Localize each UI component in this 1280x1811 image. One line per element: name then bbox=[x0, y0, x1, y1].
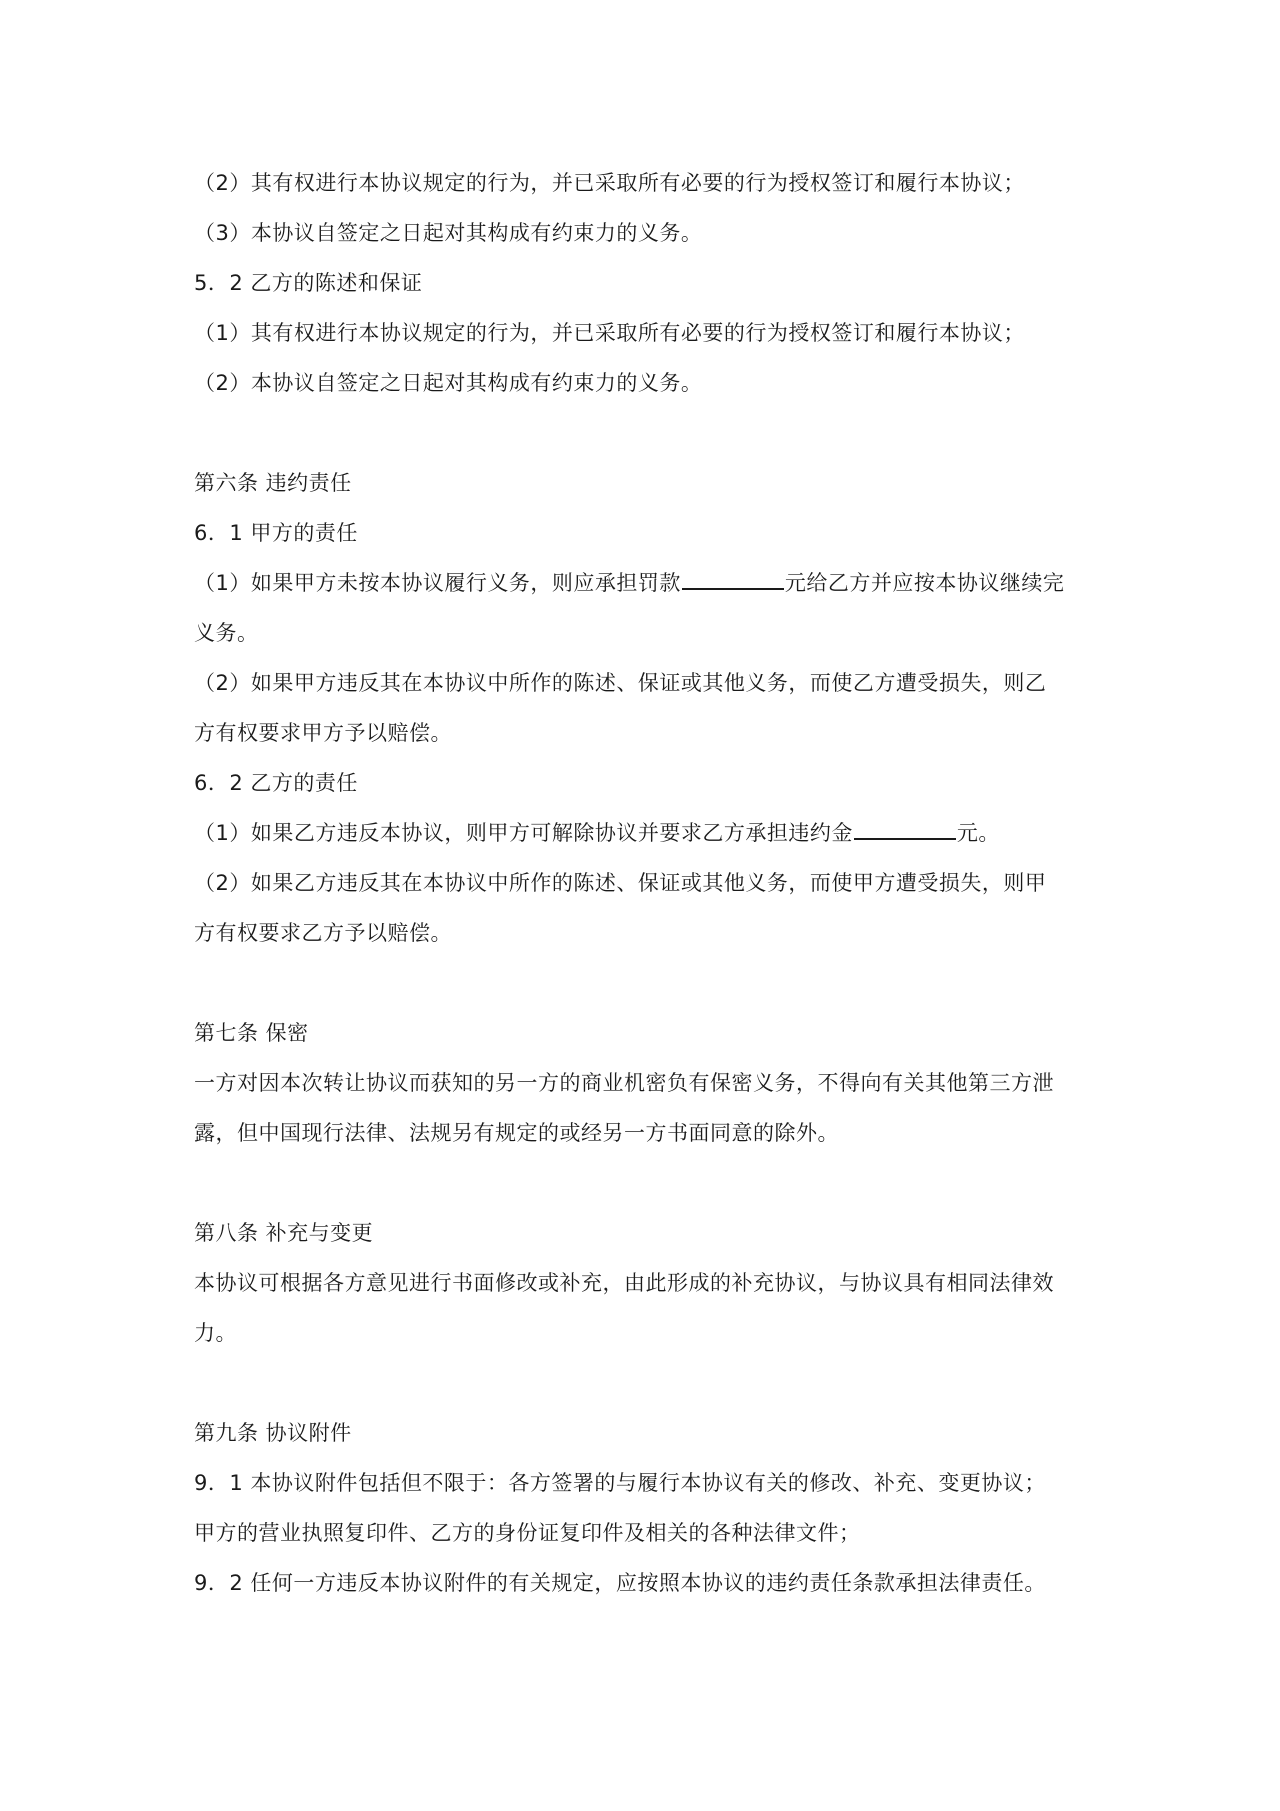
clause-6-1-item-1 bbox=[194, 558, 1104, 608]
article-8-title: 第八条 补充与变更 bbox=[194, 1221, 374, 1245]
clause-6-1-item-1-text-a: （1）如果甲方未按本协议履行义务，则应承担罚款 bbox=[194, 571, 681, 595]
document-body bbox=[194, 158, 1104, 1608]
clause-6-1-item-1-text-b: 元给乙方并应按本协议继续完 bbox=[784, 571, 1065, 595]
clause-9-1: 9．1 本协议附件包括但不限于：各方签署的与履行本协议有关的修改、补充、变更协议； bbox=[194, 1471, 1046, 1495]
clause-6-1-item-2-cont: 方有权要求甲方予以赔偿。 bbox=[194, 721, 452, 745]
paragraph-gap bbox=[194, 958, 1104, 1008]
clause-6-2-item-1-text-b: 元。 bbox=[956, 821, 1000, 845]
article-7-title: 第七条 保密 bbox=[194, 1021, 309, 1045]
article-8-body-cont: 力。 bbox=[194, 1321, 237, 1345]
clause-6-2-item-1-text-a: （1）如果乙方违反本协议，则甲方可解除协议并要求乙方承担违约金 bbox=[194, 821, 853, 845]
clause-9-1-cont: 甲方的营业执照复印件、乙方的身份证复印件及相关的各种法律文件； bbox=[194, 1521, 861, 1545]
article-9-title: 第九条 协议附件 bbox=[194, 1421, 352, 1445]
article-6-title: 第六条 违约责任 bbox=[194, 471, 352, 495]
clause-5-1-item-3: （3）本协议自签定之日起对其构成有约束力的义务。 bbox=[194, 221, 703, 245]
clause-6-2-item-2-cont: 方有权要求乙方予以赔偿。 bbox=[194, 921, 452, 945]
clause-6-1-item-2: （2）如果甲方违反其在本协议中所作的陈述、保证或其他义务，而使乙方遭受损失，则乙 bbox=[194, 671, 1047, 695]
article-7-body-cont: 露，但中国现行法律、法规另有规定的或经另一方书面同意的除外。 bbox=[194, 1121, 839, 1145]
paragraph-gap bbox=[194, 1358, 1104, 1408]
clause-6-2-item-1 bbox=[194, 808, 1104, 858]
paragraph-gap bbox=[194, 408, 1104, 458]
clause-6-2-item-2: （2）如果乙方违反其在本协议中所作的陈述、保证或其他义务，而使甲方遭受损失，则甲 bbox=[194, 871, 1047, 895]
clause-9-2: 9．2 任何一方违反本协议附件的有关规定，应按照本协议的违约责任条款承担法律责任。 bbox=[194, 1571, 1046, 1595]
clause-6-1-item-1-cont: 义务。 bbox=[194, 621, 259, 645]
section-6-2-title: 6．2 乙方的责任 bbox=[194, 771, 358, 795]
clause-5-2-item-2: （2）本协议自签定之日起对其构成有约束力的义务。 bbox=[194, 371, 703, 395]
section-6-1-title: 6．1 甲方的责任 bbox=[194, 521, 358, 545]
article-8-body: 本协议可根据各方意见进行书面修改或补充，由此形成的补充协议，与协议具有相同法律效 bbox=[194, 1271, 1054, 1295]
clause-5-1-item-2: （2）其有权进行本协议规定的行为，并已采取所有必要的行为授权签订和履行本协议； bbox=[194, 171, 1025, 195]
section-5-2-title: 5．2 乙方的陈述和保证 bbox=[194, 271, 423, 295]
paragraph-gap bbox=[194, 1158, 1104, 1208]
clause-5-2-item-1: （1）其有权进行本协议规定的行为，并已采取所有必要的行为授权签订和履行本协议； bbox=[194, 321, 1025, 345]
liquidated-damages-blank[interactable] bbox=[854, 818, 956, 840]
article-7-body: 一方对因本次转让协议而获知的另一方的商业机密负有保密义务，不得向有关其他第三方泄 bbox=[194, 1071, 1054, 1095]
penalty-amount-blank[interactable] bbox=[682, 568, 784, 590]
